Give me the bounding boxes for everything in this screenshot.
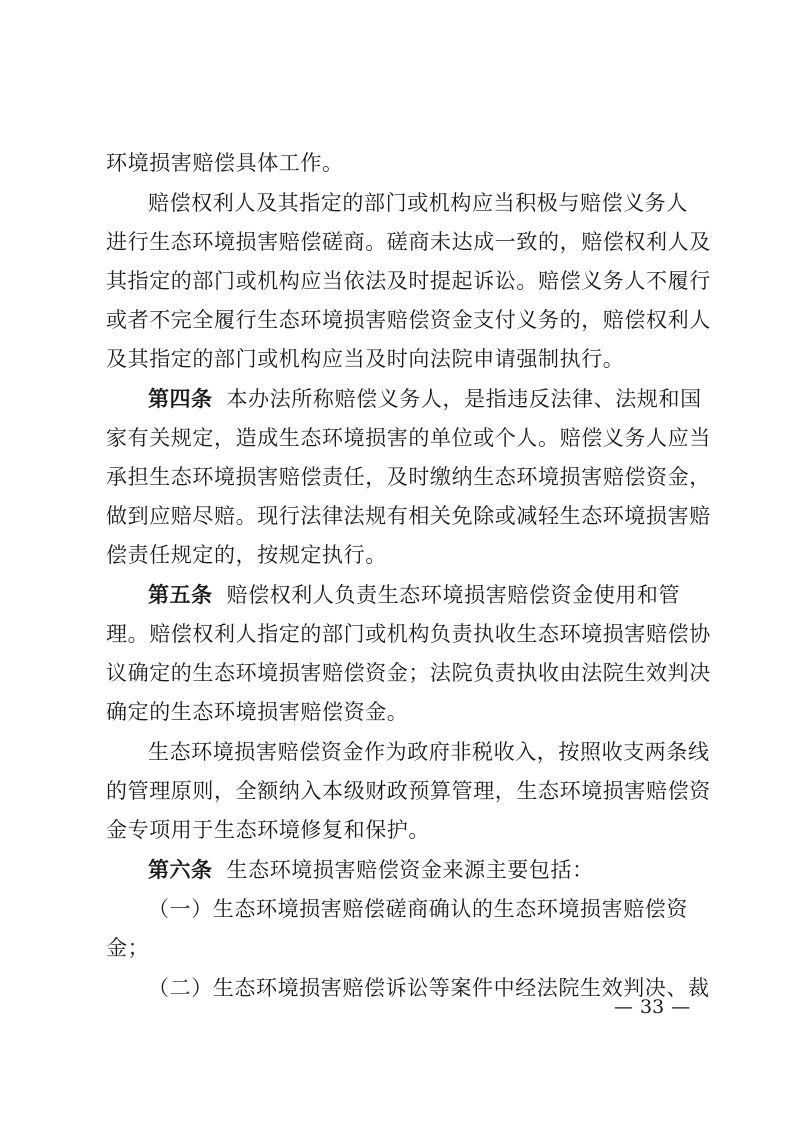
list-item-line: （二）生态环境损害赔偿诉讼等案件中经法院生效判决、裁 — [148, 976, 710, 1000]
paragraph-line: 或者不完全履行生态环境损害赔偿资金支付义务的，赔偿权利人 — [106, 308, 711, 332]
article-6-first-line — [148, 855, 594, 885]
article-4-first-line — [148, 384, 702, 414]
article-6-heading: 第六条 — [148, 858, 213, 882]
article-5-text: 赔偿权利人负责生态环境损害赔偿资金使用和管 — [226, 583, 681, 607]
article-4-text: 本办法所称赔偿义务人，是指违反法律、法规和国 — [226, 387, 702, 411]
paragraph-line: 及其指定的部门或机构应当及时向法院申请强制执行。 — [106, 347, 625, 371]
paragraph-line: 进行生态环境损害赔偿磋商。磋商未达成一致的，赔偿权利人及 — [106, 230, 711, 254]
page-number-dash-right: — — [671, 996, 691, 1018]
paragraph-line: 赔偿权利人及其指定的部门或机构应当积极与赔偿义务人 — [148, 191, 688, 215]
page-number-dash-left: — — [614, 996, 633, 1018]
article-5-heading: 第五条 — [148, 583, 213, 607]
article-5-first-line — [148, 580, 680, 610]
paragraph-line: 金专项用于生态环境修复和保护。 — [106, 818, 430, 842]
article-6-text: 生态环境损害赔偿资金来源主要包括： — [226, 858, 594, 882]
article-4-heading: 第四条 — [148, 387, 213, 411]
paragraph-line: 其指定的部门或机构应当依法及时提起诉讼。赔偿义务人不履行 — [106, 269, 711, 293]
paragraph-line: 的管理原则，全额纳入本级财政预算管理，生态环境损害赔偿资 — [106, 779, 711, 803]
paragraph-line: 承担生态环境损害赔偿责任，及时缴纳生态环境损害赔偿资金， — [106, 465, 711, 489]
paragraph-line: 确定的生态环境损害赔偿资金。 — [106, 700, 409, 724]
paragraph-line: 生态环境损害赔偿资金作为政府非税收入，按照收支两条线 — [148, 740, 710, 764]
page-number-footer — [614, 994, 690, 1020]
paragraph-line: 议确定的生态环境损害赔偿资金；法院负责执收由法院生效判决 — [106, 661, 711, 685]
paragraph-line: 偿责任规定的，按规定执行。 — [106, 543, 387, 567]
paragraph-line: 理。赔偿权利人指定的部门或机构负责执收生态环境损害赔偿协 — [106, 622, 711, 646]
paragraph-line: 家有关规定，造成生态环境损害的单位或个人。赔偿义务人应当 — [106, 426, 711, 450]
list-item-line: （一）生态环境损害赔偿磋商确认的生态环境损害赔偿资 — [148, 897, 688, 921]
paragraph-line: 环境损害赔偿具体工作。 — [106, 151, 344, 175]
paragraph-line: 做到应赔尽赔。现行法律法规有相关免除或减轻生态环境损害赔 — [106, 504, 711, 528]
list-item-line: 金； — [106, 936, 150, 960]
page-number: 33 — [640, 996, 665, 1018]
